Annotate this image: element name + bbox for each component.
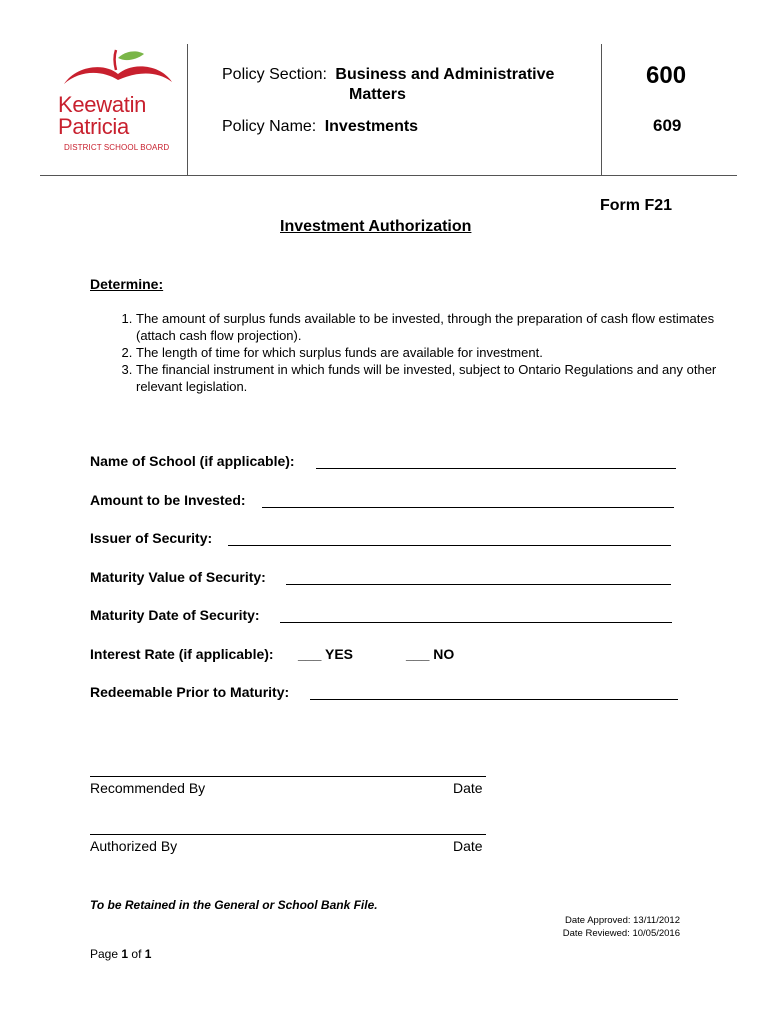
header-bottom-rule xyxy=(40,175,737,176)
determine-heading: Determine: xyxy=(90,276,164,292)
interest-rate-field-label: Interest Rate (if applicable): xyxy=(90,646,274,662)
school-field-label: Name of School (if applicable): xyxy=(90,453,295,469)
date-reviewed: Date Reviewed: 10/05/2016 xyxy=(562,928,680,939)
policy-section-value-cont: Matters xyxy=(349,86,406,103)
logo-line-1: Keewatin xyxy=(58,92,147,117)
logo-subtitle: DISTRICT SCHOOL BOARD xyxy=(64,143,170,152)
authorized-date-label: Date xyxy=(453,838,483,854)
maturity-value-field-label: Maturity Value of Security: xyxy=(90,569,266,585)
redeemable-field-label: Redeemable Prior to Maturity: xyxy=(90,684,290,700)
section-number: 600 xyxy=(646,62,687,89)
no-label: NO xyxy=(433,646,455,662)
determine-list xyxy=(90,310,728,395)
amount-field-line[interactable] xyxy=(262,507,674,508)
form-id: Form F21 xyxy=(600,197,673,214)
recommended-date-label: Date xyxy=(453,780,483,796)
recommended-by-label: Recommended By xyxy=(90,780,206,796)
issuer-field-line[interactable] xyxy=(228,545,671,546)
policy-name-label: Policy Name: xyxy=(222,118,317,135)
retain-note: To be Retained in the General or School Bank File. xyxy=(90,898,378,912)
header-divider-left xyxy=(187,44,188,176)
logo-line-2: Patricia xyxy=(58,114,129,139)
school-field-line[interactable] xyxy=(316,468,676,469)
yes-blank: ___ xyxy=(298,646,322,662)
list-item: 2. The length of time for which surplus funds are available for investment. xyxy=(136,344,728,361)
policy-name xyxy=(222,118,418,136)
issuer-field-label: Issuer of Security: xyxy=(90,530,213,546)
maturity-date-field-line[interactable] xyxy=(280,622,672,623)
policy-number: 609 xyxy=(653,116,682,135)
maturity-value-field-line[interactable] xyxy=(286,584,671,585)
redeemable-field-line[interactable] xyxy=(310,699,678,700)
header-divider-right xyxy=(601,44,602,176)
maturity-date-field-label: Maturity Date of Security: xyxy=(90,607,260,623)
page-number: Page 1 of 1 xyxy=(90,947,152,961)
yes-option[interactable] xyxy=(298,646,353,662)
apple-logo-icon xyxy=(56,48,176,96)
list-item: 1. The amount of surplus funds available to be invested, through the preparation of cash flow estimates (attach cash flow projection). xyxy=(136,310,728,344)
date-approved: Date Approved: 13/11/2012 xyxy=(565,915,680,926)
no-blank: ___ xyxy=(406,646,430,662)
list-item: 3. The financial instrument in which funds will be invested, subject to Ontario Regulations and any other relevant legislation. xyxy=(136,361,728,395)
logo-name xyxy=(58,94,146,138)
page-title: Investment Authorization xyxy=(280,218,472,235)
policy-name-value: Investments xyxy=(324,118,419,135)
amount-field-label: Amount to be Invested: xyxy=(90,492,246,508)
recommended-signature-line[interactable] xyxy=(90,776,486,777)
policy-section-label: Policy Section: xyxy=(222,66,327,83)
yes-label: YES xyxy=(325,646,354,662)
no-option[interactable] xyxy=(406,646,454,662)
authorized-signature-line[interactable] xyxy=(90,834,486,835)
policy-section xyxy=(222,66,554,84)
authorized-by-label: Authorized By xyxy=(90,838,178,854)
policy-section-value: Business and Administrative xyxy=(335,66,555,83)
